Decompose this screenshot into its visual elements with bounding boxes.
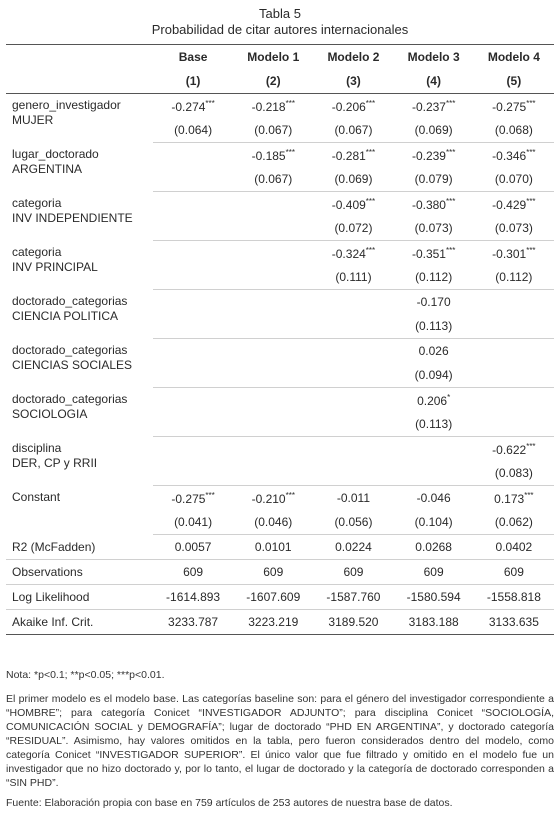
coefficient-cell: [153, 94, 233, 119]
statistic-value: 0.0101: [233, 535, 313, 560]
table-title: Tabla 5: [259, 6, 301, 21]
coefficient-value: -0.409: [331, 197, 366, 212]
coefficient-cell: [474, 143, 554, 168]
standard-error-cell: (0.079): [394, 167, 474, 192]
standard-error-cell: [313, 412, 393, 437]
variable-name-line1: lugar_doctorado: [12, 146, 99, 161]
standard-error-cell: [153, 167, 233, 192]
standard-error-cell: (0.070): [474, 167, 554, 192]
source-note: Fuente: Elaboración propia con base en 759 artículos de 253 autores de nuestra base de datos.: [6, 797, 453, 809]
coefficient-value: -0.237: [411, 99, 446, 114]
coefficient-value: -0.622: [492, 442, 527, 457]
standard-error-cell: (0.083): [474, 461, 554, 486]
significance-stars: ***: [365, 147, 376, 157]
significance-stars: ***: [285, 147, 295, 157]
column-header: Modelo 1: [233, 45, 313, 70]
coefficient-cell: [233, 437, 313, 462]
standard-error-cell: (0.094): [394, 363, 474, 388]
standard-error-cell: (0.112): [394, 265, 474, 290]
coefficient-row: [6, 143, 554, 168]
coefficient-cell: [153, 486, 233, 511]
variable-name-line1: doctorado_categorias: [12, 391, 128, 406]
header-row: [6, 45, 554, 70]
variable-name-line2: MUJER: [12, 113, 54, 127]
variable-name: [6, 290, 153, 339]
coefficient-cell: [394, 94, 474, 119]
standard-error-cell: (0.073): [394, 216, 474, 241]
standard-error-cell: (0.056): [313, 510, 393, 535]
variable-name: [6, 241, 153, 290]
coefficient-row: [6, 339, 554, 364]
standard-error-cell: [233, 363, 313, 388]
variable-name: [6, 339, 153, 388]
standard-error-cell: (0.113): [394, 314, 474, 339]
coefficient-value: -0.218: [251, 99, 286, 114]
coefficient-row: [6, 241, 554, 266]
statistic-value: -1607.609: [233, 585, 313, 610]
standard-error-cell: [233, 265, 313, 290]
standard-error-cell: (0.069): [394, 118, 474, 143]
variable-name: [6, 192, 153, 241]
statistic-value: 0.0224: [313, 535, 393, 560]
coefficient-cell: [313, 94, 393, 119]
standard-error-cell: [233, 216, 313, 241]
coefficient-value: -0.275: [492, 99, 527, 114]
coefficient-cell: [233, 143, 313, 168]
significance-stars: ***: [445, 245, 456, 255]
standard-error-cell: [153, 216, 233, 241]
coefficient-row: [6, 388, 554, 413]
column-header: Base: [153, 45, 233, 70]
variable-name-line1: categoria: [12, 195, 62, 210]
standard-error-cell: (0.067): [233, 167, 313, 192]
statistic-value: 609: [474, 560, 554, 585]
significance-stars: ***: [526, 196, 536, 206]
column-number: (5): [474, 69, 554, 94]
coefficient-row: [6, 290, 554, 315]
standard-error-cell: (0.068): [474, 118, 554, 143]
statistic-value: -1580.594: [394, 585, 474, 610]
coefficient-value: -0.281: [331, 148, 366, 163]
coefficient-cell: [313, 339, 393, 364]
statistic-value: 609: [233, 560, 313, 585]
coefficient-row: [6, 437, 554, 462]
coefficient-cell: [313, 241, 393, 266]
coefficient-value: -0.185: [251, 148, 286, 163]
statistic-value: 0.0402: [474, 535, 554, 560]
standard-error-cell: [153, 461, 233, 486]
standard-error-cell: (0.113): [394, 412, 474, 437]
coefficient-value: -0.239: [411, 148, 446, 163]
variable-name-line2: CIENCIAS SOCIALES: [12, 357, 133, 372]
regression-table-body: [6, 45, 554, 635]
statistic-label: Log Likelihood: [6, 585, 153, 610]
coefficient-value: -0.275: [171, 491, 206, 506]
standard-error-cell: [313, 314, 393, 339]
standard-error-cell: [153, 314, 233, 339]
statistic-value: 3183.188: [394, 610, 474, 635]
significance-stars: *: [447, 392, 451, 402]
variable-name-line1: Constant: [12, 489, 61, 504]
statistic-value: -1614.893: [153, 585, 233, 610]
significance-stars: ***: [526, 245, 536, 255]
standard-error-cell: (0.041): [153, 510, 233, 535]
significance-stars: ***: [365, 196, 376, 206]
coefficient-value: -0.274: [171, 99, 206, 114]
significance-stars: ***: [526, 441, 536, 451]
header-empty-cell: [6, 69, 153, 94]
coefficient-cell: [474, 339, 554, 364]
regression-table: [6, 44, 554, 635]
standard-error-cell: (0.062): [474, 510, 554, 535]
coefficient-cell: [313, 388, 393, 413]
statistic-value: 3223.219: [233, 610, 313, 635]
standard-error-cell: [394, 461, 474, 486]
standard-error-cell: [233, 314, 313, 339]
statistic-value: 0.0057: [153, 535, 233, 560]
coefficient-cell: [474, 290, 554, 315]
variable-name-line2: SOCIOLOGIA: [12, 406, 88, 421]
coefficient-cell: [313, 290, 393, 315]
standard-error-cell: (0.073): [474, 216, 554, 241]
significance-stars: ***: [285, 490, 295, 500]
coefficient-cell: -0.011: [336, 491, 371, 505]
standard-error-cell: [474, 412, 554, 437]
coefficient-cell: [153, 143, 233, 168]
coefficient-cell: [233, 388, 313, 413]
significance-stars: ***: [445, 147, 456, 157]
variable-name: [6, 143, 153, 192]
coefficient-cell: [233, 94, 313, 119]
column-header: Modelo 3: [394, 45, 474, 70]
coefficient-cell: [153, 339, 233, 364]
variable-name-line2: DER, CP y RRII: [12, 455, 98, 470]
coefficient-cell: [233, 486, 313, 511]
coefficient-cell: [153, 437, 233, 462]
statistic-value: -1558.818: [474, 585, 554, 610]
coefficient-value: -0.324: [331, 246, 366, 261]
coefficient-value: -0.351: [411, 246, 446, 261]
statistic-value: 3133.635: [474, 610, 554, 635]
variable-name-line2: INV PRINCIPAL: [12, 259, 98, 274]
statistic-value: -1587.760: [313, 585, 393, 610]
standard-error-cell: [153, 363, 233, 388]
standard-error-cell: [313, 363, 393, 388]
standard-error-cell: [474, 363, 554, 388]
column-header: Modelo 2: [313, 45, 393, 70]
significance-stars: ***: [285, 98, 295, 108]
variable-name-line1: disciplina: [12, 440, 62, 455]
coefficient-value: -0.210: [251, 491, 286, 506]
coefficient-cell: 0.026: [418, 344, 449, 358]
coefficient-cell: [474, 437, 554, 462]
table-notes: [6, 668, 554, 816]
column-number: (1): [153, 69, 233, 94]
standard-error-cell: [153, 265, 233, 290]
significance-stars: ***: [526, 147, 536, 157]
coefficient-value: -0.346: [492, 148, 527, 163]
coefficient-cell: [474, 241, 554, 266]
standard-error-cell: [233, 461, 313, 486]
standard-error-cell: [153, 412, 233, 437]
variable-name: [6, 388, 153, 437]
variable-name: [6, 437, 153, 486]
coefficient-cell: [394, 143, 474, 168]
coefficient-value: -0.301: [492, 246, 527, 261]
coefficient-row: [6, 192, 554, 217]
significance-stars: ***: [205, 490, 215, 500]
significance-stars: ***: [524, 490, 534, 500]
variable-name-line1: doctorado_categorias: [12, 293, 128, 308]
coefficient-cell: [153, 290, 233, 315]
coefficient-cell: [233, 241, 313, 266]
statistic-row: [6, 585, 554, 610]
coefficient-cell: [233, 290, 313, 315]
significance-stars: ***: [526, 98, 536, 108]
coefficient-cell: [233, 192, 313, 217]
coefficient-cell: [153, 388, 233, 413]
variable-name-line2: ARGENTINA: [12, 161, 83, 176]
significance-stars: ***: [365, 245, 376, 255]
coefficient-value: 0.173: [494, 491, 525, 506]
header-number-row: [6, 69, 554, 94]
significance-stars: ***: [205, 98, 215, 108]
coefficient-cell: [313, 192, 393, 217]
standard-error-cell: [233, 412, 313, 437]
standard-error-cell: (0.104): [394, 510, 474, 535]
standard-error-cell: (0.069): [313, 167, 393, 192]
coefficient-cell: [394, 388, 474, 413]
statistic-value: 3189.520: [313, 610, 393, 635]
statistic-label: Observations: [6, 560, 153, 585]
statistic-value: 3233.787: [153, 610, 233, 635]
standard-error-cell: (0.067): [233, 118, 313, 143]
variable-name: [6, 486, 153, 535]
significance-note: Nota: *p<0.1; **p<0.05; ***p<0.01.: [6, 669, 165, 681]
column-header: Modelo 4: [474, 45, 554, 70]
coefficient-cell: [394, 241, 474, 266]
standard-error-cell: (0.072): [313, 216, 393, 241]
column-number: (2): [233, 69, 313, 94]
coefficient-cell: [474, 388, 554, 413]
statistic-value: 609: [394, 560, 474, 585]
standard-error-cell: (0.067): [313, 118, 393, 143]
statistic-label: Akaike Inf. Crit.: [6, 610, 153, 635]
coefficient-value: 0.206: [417, 393, 448, 408]
header-empty-cell: [6, 45, 153, 70]
coefficient-cell: -0.170: [416, 295, 451, 309]
statistic-value: 609: [313, 560, 393, 585]
standard-error-cell: (0.046): [233, 510, 313, 535]
statistic-row: [6, 560, 554, 585]
variable-name-line2: CIENCIA POLITICA: [12, 308, 119, 323]
significance-stars: ***: [445, 196, 456, 206]
coefficient-cell: [153, 192, 233, 217]
variable-name-line2: INV INDEPENDIENTE: [12, 210, 133, 225]
variable-name-line1: doctorado_categorias: [12, 342, 128, 357]
standard-error-cell: (0.112): [474, 265, 554, 290]
significance-stars: ***: [365, 98, 376, 108]
standard-error-cell: [474, 314, 554, 339]
coefficient-cell: [233, 339, 313, 364]
coefficient-cell: [313, 143, 393, 168]
table-subtitle: Probabilidad de citar autores internacionales: [151, 22, 409, 37]
variable-name: [6, 94, 153, 143]
coefficient-value: -0.380: [411, 197, 446, 212]
coefficient-cell: [394, 437, 474, 462]
coefficient-cell: [153, 241, 233, 266]
description-note: El primer modelo es el modelo base. Las categorías baseline son: para el género del investigador correspondiente a “HOMBRE”; para categoría Conicet “INVESTIGADOR ADJUNTO”; para disciplina Conicet “SOCIOLOGÍA, COMUNICACIÓN SOCIAL y DEMOGRAFÍA”; lugar de doctorado “PHD EN ARGENTINA”, y doctorado categoría “RESIDUAL”. Asimismo, hay valores omitidos en la tabla, pero fueron considerados dentro del modelo, como categoría Conicet “INVESTIGADOR SUPERIOR”. El único valor que fue filtrado y omitido en el modelo fue un investigador que no hizo doctorado y, por lo tanto, el lugar de doctorado y la categoría de doctorado corresponden a “SIN PHD”.: [6, 693, 554, 789]
coefficient-cell: [313, 437, 393, 462]
standard-error-cell: (0.111): [313, 265, 393, 290]
statistic-value: 609: [153, 560, 233, 585]
coefficient-row: [6, 486, 554, 511]
coefficient-cell: [474, 192, 554, 217]
coefficient-value: -0.206: [331, 99, 366, 114]
coefficient-row: [6, 94, 554, 119]
statistic-value: 0.0268: [394, 535, 474, 560]
statistic-row: [6, 610, 554, 635]
variable-name-line1: genero_investigador: [12, 98, 121, 112]
standard-error-cell: [313, 461, 393, 486]
significance-stars: ***: [445, 98, 456, 108]
statistic-label: R2 (McFadden): [6, 535, 153, 560]
column-number: (3): [313, 69, 393, 94]
coefficient-cell: -0.046: [416, 491, 451, 505]
coefficient-value: -0.429: [492, 197, 527, 212]
variable-name-line1: categoria: [12, 244, 62, 259]
column-number: (4): [394, 69, 474, 94]
coefficient-cell: [474, 94, 554, 119]
coefficient-cell: [394, 192, 474, 217]
statistic-row: [6, 535, 554, 560]
coefficient-cell: [474, 486, 554, 511]
standard-error-cell: (0.064): [153, 118, 233, 143]
